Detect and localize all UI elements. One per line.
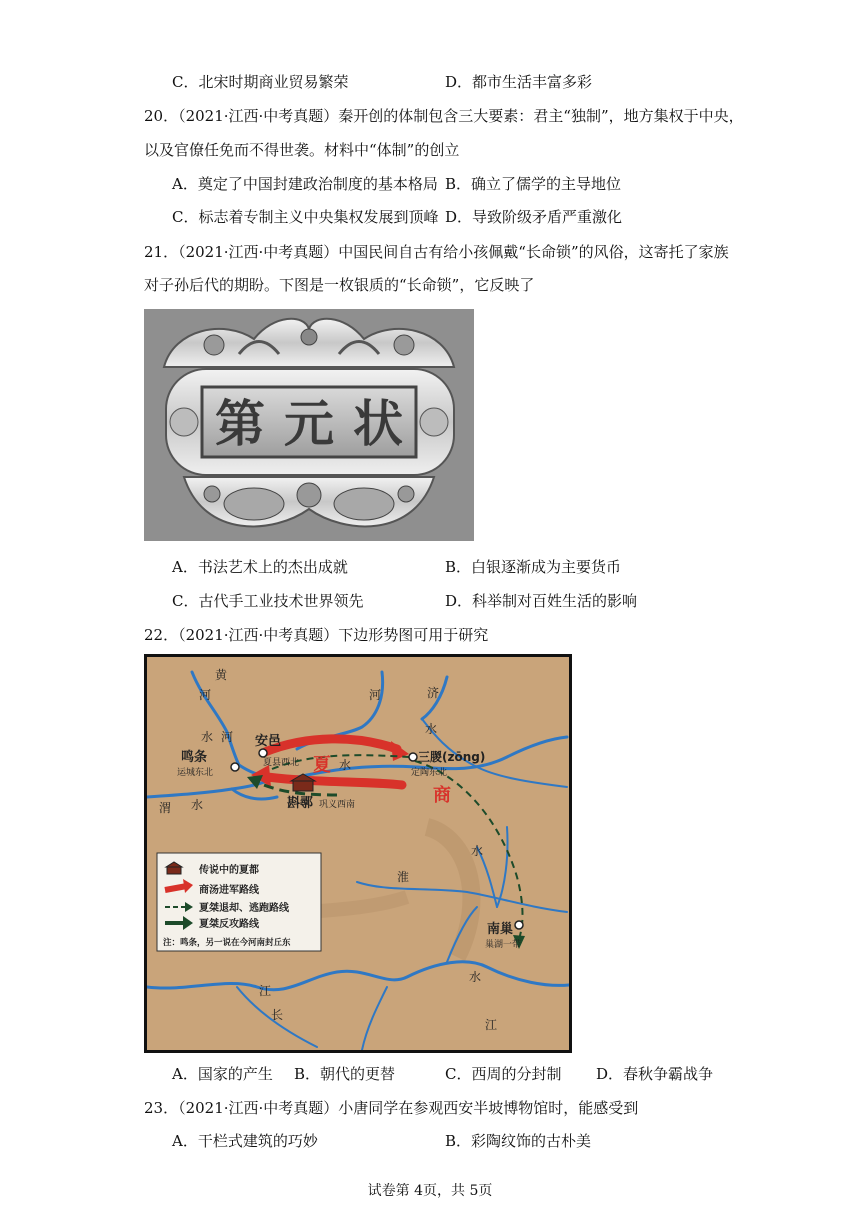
q22-option-a: A．国家的产生: [172, 1065, 273, 1083]
q23-option-a: A．干栏式建筑的巧妙: [172, 1132, 318, 1150]
legend-item-capital: 传说中的夏都: [199, 865, 259, 876]
river-label-mid-shui: 水: [339, 758, 352, 772]
river-label-han-shui: 水: [469, 970, 482, 984]
place-anyi-note: 夏县西北: [263, 758, 300, 768]
river-label-han-jiang: 江: [485, 1018, 498, 1032]
place-zhenxun: 斟鄩: [287, 796, 314, 811]
q22-option-d: D．春秋争霸战争: [596, 1065, 714, 1083]
q21-option-d: D．科举制对百姓生活的影响: [445, 592, 638, 610]
lock-fish-ornament: [184, 477, 434, 526]
q20-option-c: C．标志着专制主义中央集权发展到顶峰: [172, 208, 439, 226]
q21-option-a: A．书法艺术上的杰出成就: [172, 558, 348, 576]
place-zhenxun-note: 巩义西南: [319, 800, 356, 810]
q20-stem-line1: 20．（2021·江西·中考真题）秦开创的体制包含三大要素：君主“独制”，地方集权于中央，: [144, 107, 744, 125]
xia-shang-situation-map: [144, 654, 572, 1053]
page-footer: 试卷第 4页，共 5页: [367, 1183, 493, 1199]
label-xia: 夏: [313, 755, 331, 776]
lock-char-1: 状: [353, 394, 403, 453]
q21-stem-line1: 21．（2021·江西·中考真题）中国民间自古有给小孩佩戴“长命锁”的风俗，这寄托了家族: [144, 243, 729, 261]
river-label-wei: 渭: [159, 801, 172, 815]
river-label-jishui: 水: [425, 722, 438, 736]
lock-char-2: 元: [284, 394, 334, 453]
q22-stem: 22．（2021·江西·中考真题）下边形势图可用于研究: [144, 626, 489, 644]
lock-char-3: 第: [215, 394, 265, 453]
river-label-ji-2: 河: [369, 688, 382, 702]
river-label-chang: 长: [271, 1008, 284, 1022]
longevity-lock-image: [144, 309, 474, 541]
q23-stem: 23．（2021·江西·中考真题）小唐同学在参观西安半坡博物馆时，能感受到: [144, 1099, 639, 1117]
q19-option-c: C．北宋时期商业贸易繁荣: [172, 73, 349, 91]
place-mingtiao-note: 运城东北: [177, 768, 214, 778]
q19-option-d: D．都市生活丰富多彩: [445, 73, 593, 91]
q21-stem-line2: 对子孙后代的期盼。下图是一枚银质的“长命锁”，它反映了: [144, 276, 535, 294]
q20-option-d: D．导致阶级矛盾严重激化: [445, 208, 623, 226]
q21-option-b: B．白银逐渐成为主要货币: [445, 558, 622, 576]
q22-option-c: C．西周的分封制: [445, 1065, 562, 1083]
q22-option-b: B．朝代的更替: [294, 1065, 396, 1083]
q23-option-b: B．彩陶纹饰的古朴美: [445, 1132, 592, 1150]
place-nanchao-note: 巢湖一带: [485, 940, 522, 950]
legend-item-shang-route: 商汤进军路线: [199, 885, 259, 896]
river-label-shui-east: 水: [471, 844, 484, 858]
river-label-huai: 淮: [397, 870, 410, 884]
river-label-huang-2: 河: [199, 688, 212, 702]
river-label-huang-1: 黄: [215, 668, 228, 682]
q20-option-b: B．确立了儒学的主导地位: [445, 175, 622, 193]
q21-option-c: C．古代手工业技术世界领先: [172, 592, 364, 610]
lock-dragon-ornament: [164, 319, 454, 367]
place-nanchao: 南巢: [487, 922, 514, 937]
legend-item-counterattack: 夏桀反攻路线: [199, 919, 259, 930]
q20-stem-line2: 以及官僚任免而不得世袭。材料中“体制”的创立: [144, 141, 460, 159]
river-label-wei-shui: 水: [191, 798, 204, 812]
legend-note: 注：鸣条，另一说在今河南封丘东: [163, 938, 291, 948]
place-sanzong: 三朡(zōng): [418, 750, 486, 764]
label-shang: 商: [433, 785, 451, 806]
river-label-shui: 水: [201, 730, 214, 744]
map-legend: [157, 853, 321, 951]
q20-option-a: A．奠定了中国封建政治制度的基本格局: [172, 175, 438, 193]
place-mingtiao: 鸣条: [181, 750, 208, 765]
river-label-ji-1: 济: [427, 686, 440, 700]
river-label-he: 河: [221, 730, 234, 744]
place-sanzong-note: 定陶东北: [411, 768, 448, 778]
legend-item-retreat: 夏桀退却、逃跑路线: [199, 903, 289, 914]
place-anyi: 安邑: [255, 734, 282, 749]
river-label-jiang: 江: [259, 984, 272, 998]
